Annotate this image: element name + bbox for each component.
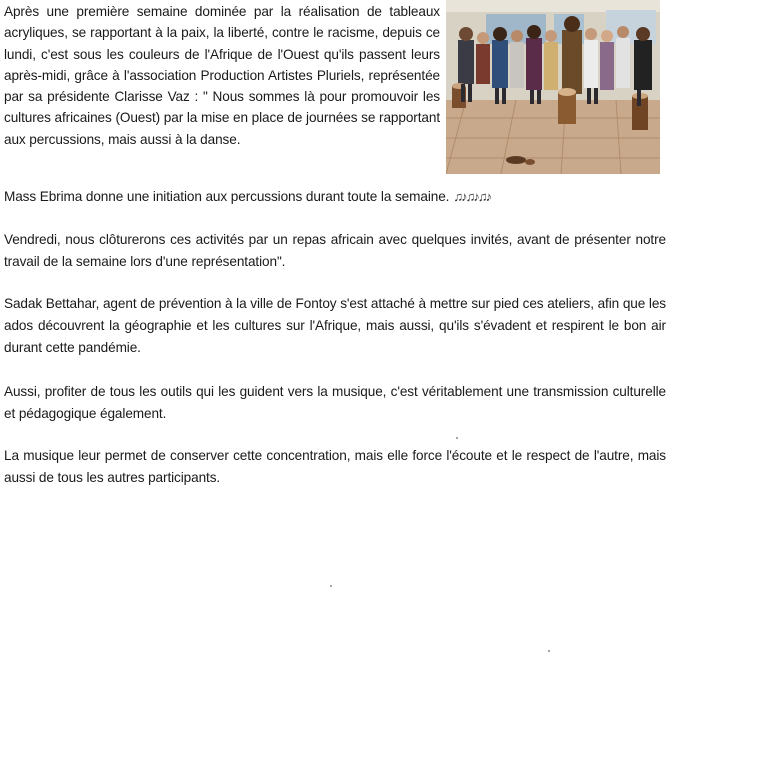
music-notes-icon: ♫♪♫♪♫♪ xyxy=(453,189,491,204)
scan-speck xyxy=(456,437,458,439)
paragraph-sadak: Sadak Bettahar, agent de prévention à la ville de Fontoy s'est attaché à mettre sur pied ces ateliers, afin que les ados découvrent la géographie et les cultures sur l'Afrique, mais aussi, qu'ils s'évadent et respirent le bon air durant cette pandémie. xyxy=(4,296,666,355)
paragraph-friday: Vendredi, nous clôturerons ces activités par un repas africain avec quelques invités, avant de présenter notre travail de la semaine lors d'une représentation". xyxy=(4,232,666,269)
paragraph-intro: Après une première semaine dominée par la réalisation de tableaux acryliques, se rapportant à la paix, la liberté, contre le racisme, depuis ce lundi, c'est sous les couleurs de l'Afrique de l'Ouest qu'ils passent leurs après-midi, grâce à l'association Production Artistes Pluriels, représentée par sa présidente Clarisse Vaz : " Nous sommes là pour promouvoir les cultures africaines (Ouest) par la mise en place de journées se rapportant aux percussions, mais aussi à la danse. xyxy=(4,4,440,147)
group-photo xyxy=(446,0,660,174)
scan-speck xyxy=(548,650,550,652)
paragraph-percussion-text: Mass Ebrima donne une initiation aux percussions durant toute la semaine. xyxy=(4,189,450,204)
paragraph-music: La musique leur permet de conserver cette concentration, mais elle force l'écoute et le respect de l'autre, mais aussi de tous les autres participants. xyxy=(4,448,666,485)
paragraph-tools: Aussi, profiter de tous les outils qui les guident vers la musique, c'est véritablement une transmission culturelle et pédagogique également. xyxy=(4,384,666,421)
scan-speck xyxy=(330,585,332,587)
paragraph-percussion xyxy=(4,186,666,208)
